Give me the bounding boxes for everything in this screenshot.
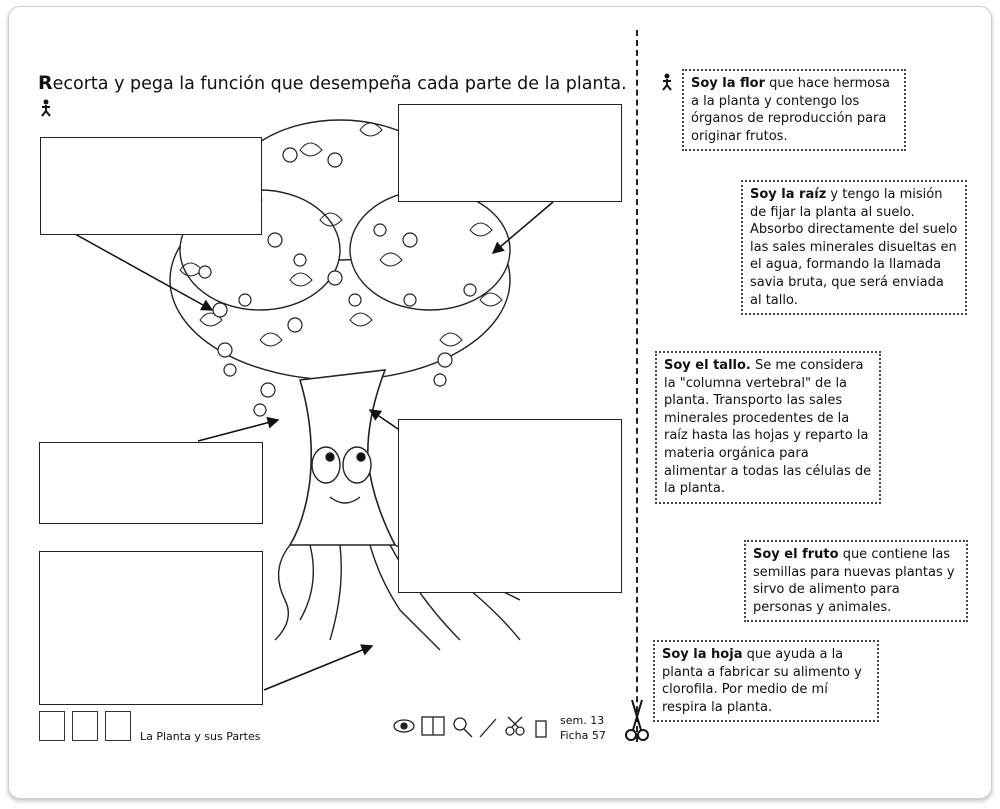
- card-text: que hace hermosa a la planta y contengo los órganos de reproducción para originar frutos.: [691, 76, 890, 144]
- title-first-letter: R: [38, 72, 53, 94]
- glass-icon: [454, 718, 466, 730]
- card-title: Soy el tallo.: [664, 358, 751, 373]
- card-text: que ayuda a la planta a fabricar su alimento y clorofila. Por medio de mí respira la planta.: [662, 647, 862, 715]
- plant-thumbnail-icon: [72, 711, 98, 741]
- card-flower[interactable]: [682, 69, 906, 151]
- card-stem[interactable]: [655, 351, 881, 504]
- scissors-icon: [506, 727, 514, 735]
- paste-box-root[interactable]: [39, 551, 263, 705]
- cut-line: [636, 30, 638, 742]
- card-text: que contiene las semillas para nuevas plantas y sirvo de alimento para personas y animales.: [753, 547, 955, 615]
- footer-label: La Planta y sus Partes: [140, 730, 261, 743]
- paste-box-leaf[interactable]: [39, 442, 263, 524]
- paste-box-stem[interactable]: [398, 419, 622, 593]
- card-text: Se me considera la "columna vertebral" de la planta. Transporto las sales minerales procedentes de la raíz hasta las hojas y reparto la materia orgánica para alimentar a todas las células de la planta.: [664, 358, 872, 497]
- card-title: Soy la hoja: [662, 647, 743, 662]
- scissors-icon: [624, 695, 650, 745]
- card-root[interactable]: [741, 180, 967, 315]
- card-title: Soy la raíz: [750, 187, 827, 202]
- glue-icon: [536, 721, 546, 737]
- paste-box-flower[interactable]: [40, 137, 262, 235]
- card-leaf[interactable]: [653, 640, 879, 722]
- card-title: Soy el fruto: [753, 547, 839, 562]
- cut-paste-icon: [659, 73, 675, 91]
- card-fruit[interactable]: [744, 540, 968, 622]
- card-title: Soy la flor: [691, 76, 766, 91]
- activity-icons: [392, 711, 552, 741]
- pencil-icon: [480, 719, 496, 737]
- paste-box-fruit[interactable]: [398, 104, 622, 202]
- card-text: y tengo la misión de fijar la planta al suelo. Absorbo directamente del suelo las sales minerales disueltas en el agua, formando la llamada savia bruta, que será enviada al tallo.: [750, 187, 958, 308]
- hand-thumbnail-icon: [105, 711, 131, 741]
- title-text: ecorta y pega la función que desempeña cada parte de la planta.: [52, 74, 627, 94]
- tree-thumbnail-icon: [39, 711, 65, 741]
- week-number: sem. 13: [560, 714, 605, 727]
- sheet-number: Ficha 57: [560, 729, 606, 742]
- tree-trunk: [290, 370, 395, 545]
